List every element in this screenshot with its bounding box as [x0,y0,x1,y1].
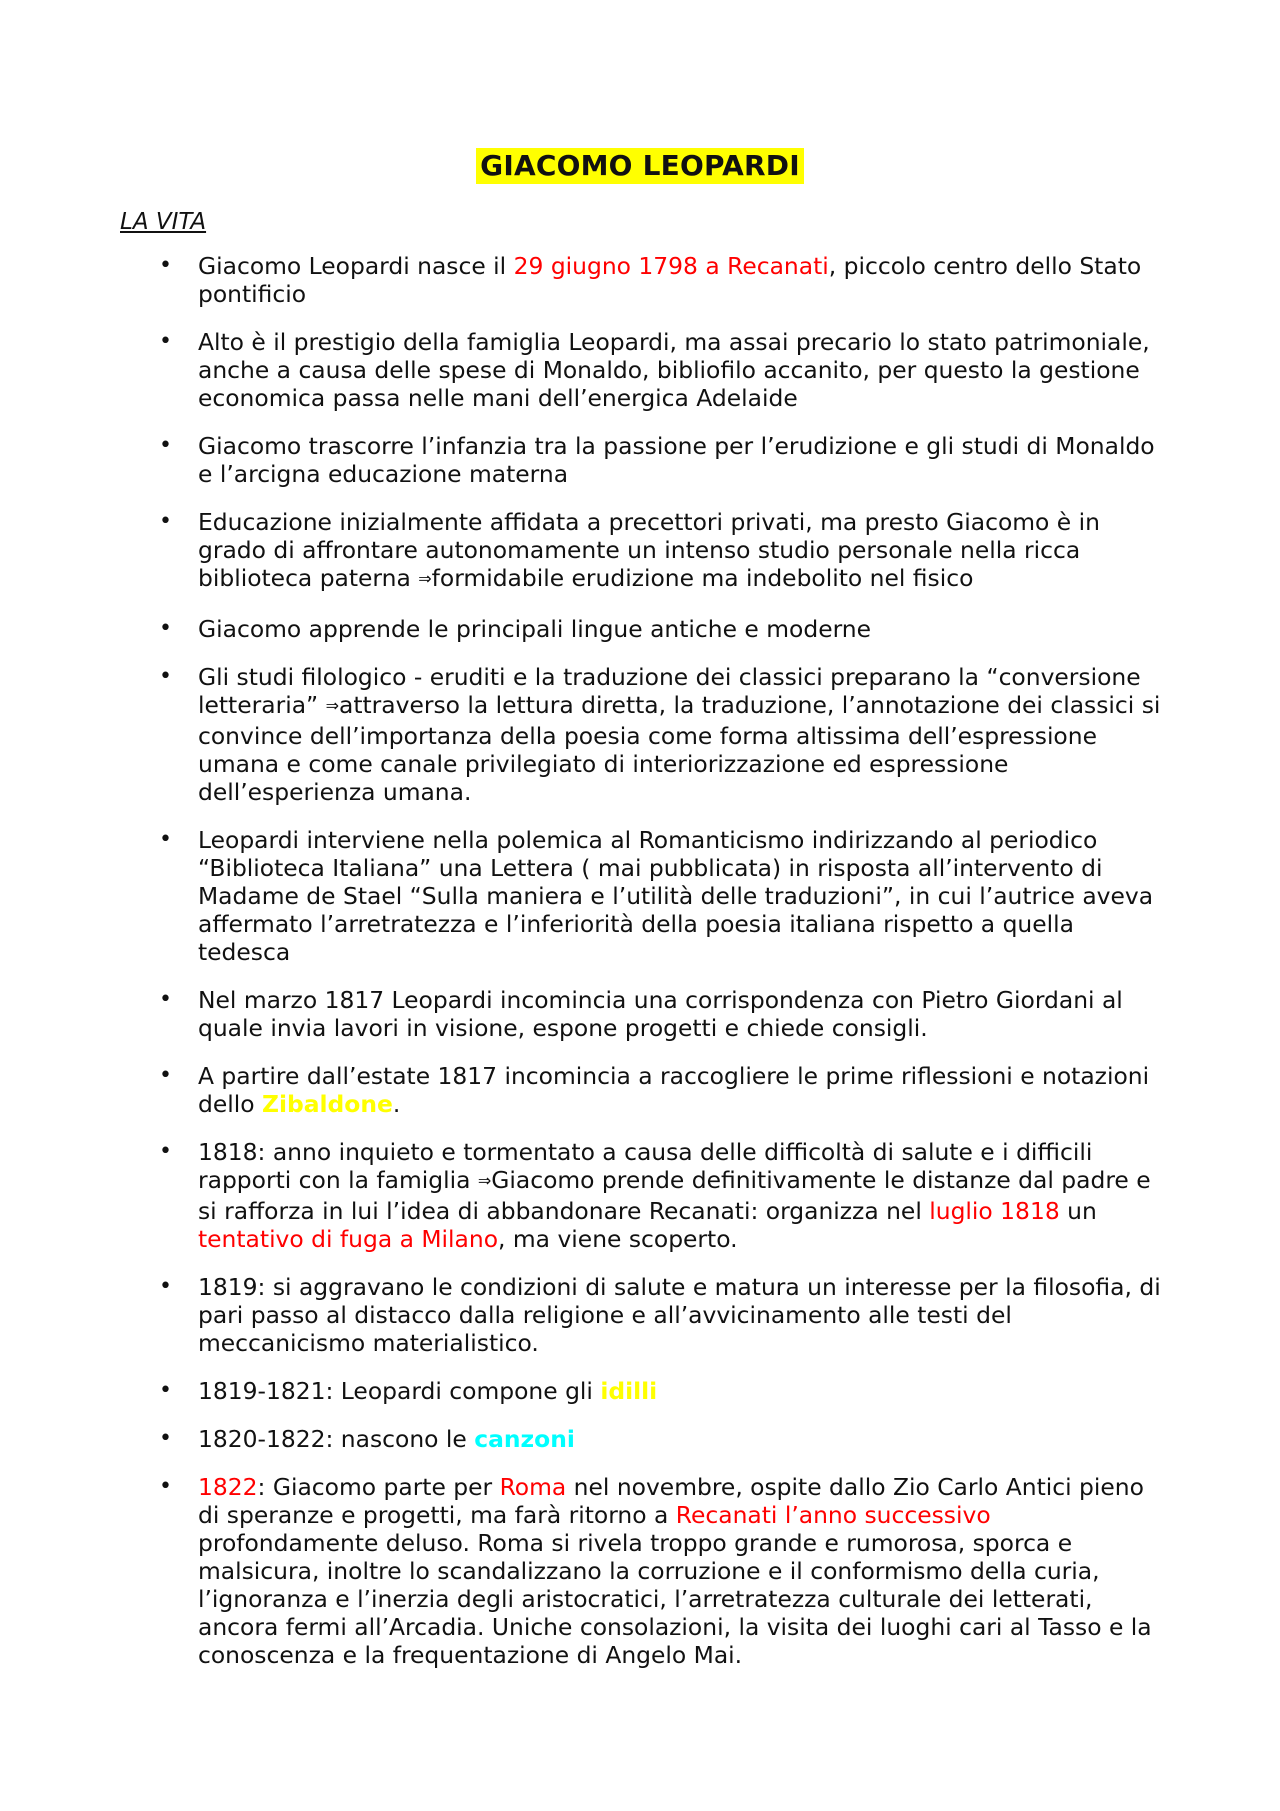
list-item: • 1818: anno inquieto e tormentato a causa delle difficoltà di salute e i difficili rapporti con la famiglia ⇒Giacomo prende definitivamente le distanze dal padre e si rafforza in lui l’idea di abbandonare Recanati: organizza nel luglio 1818 un tentativo di fuga a Milano, ma viene scoperto. [159,1138,1151,1253]
list-item: • 1819: si aggravano le condizioni di salute e matura un interesse per la filosofia, di pari passo al distacco dalla religione e all’avvicinamento alle testi del meccanicismo materialistico. [159,1273,1161,1357]
bullet-icon: • [159,987,172,1012]
list-item: • 1819-1821: Leopardi compone gli idilli [159,1377,658,1405]
list-item: • 1822: Giacomo parte per Roma nel novembre, ospite dallo Zio Carlo Antici pieno di speranze e progetti, ma farà ritorno a Recanati l’anno successivo profondamente deluso. Roma si rivela troppo grande e rumorosa, sporca e malsicura, inoltre lo scandalizzano la corruzione e il conformismo della curia, l’ignoranza e l’inerzia degli aristocratici, l’arretratezza culturale dei letterati, ancora fermi all’Arcadia. Uniche consolazioni, la visita dei luoghi cari al Tasso e la conoscenza e la frequentazione di Angelo Mai. [159,1473,1152,1669]
list-item: • Nel marzo 1817 Leopardi incomincia una corrispondenza con Pietro Giordani al quale invia lavori in visione, espone progetti e chiede consigli. [159,986,1123,1042]
list-item: • Giacomo Leopardi nasce il 29 giugno 1798 a Recanati, piccolo centro dello Stato pontificio [159,252,1142,308]
list-item: • Giacomo apprende le principali lingue antiche e moderne [159,615,872,643]
highlight-date: 1822 [198,1473,258,1501]
list-item: • A partire dall’estate 1817 incomincia a raccogliere le prime riflessioni e notazioni dello Zibaldone. [159,1062,1150,1118]
section-heading: LA VITA [120,209,207,235]
highlight-date: 29 giugno 1798 a Recanati [513,252,829,280]
highlight-idilli: idilli [600,1377,658,1405]
highlight-zibaldone: Zibaldone [261,1090,393,1118]
bullet-icon: • [159,664,172,689]
title-container [0,148,1280,184]
highlight-date: luglio 1818 [929,1197,1060,1225]
bullet-list [0,252,1280,1689]
bullet-icon: • [159,1063,172,1088]
bullet-icon: • [159,329,172,354]
highlight-event: tentativo di fuga a Milano [198,1225,499,1253]
bullet-icon: • [159,616,172,641]
list-item: • Educazione inizialmente affidata a precettori privati, ma presto Giacomo è in grado di affrontare autonomamente un intenso studio personale nella ricca biblioteca paterna ⇒formidabile erudizione ma indebolito nel fisico [159,508,1100,592]
list-item: • Giacomo trascorre l’infanzia tra la passione per l’erudizione e gli studi di Monaldo e l’arcigna educazione materna [159,432,1155,488]
bullet-icon: • [159,827,172,852]
bullet-icon: • [159,1474,172,1499]
bullet-icon: • [159,1378,172,1403]
arrow-icon: ⇒ [325,696,339,715]
list-item: • Leopardi interviene nella polemica al Romanticismo indirizzando al periodico “Biblioteca Italiana” una Lettera ( mai pubblicata) in risposta all’intervento di Madame de Stael “Sulla maniera e l’utilità delle traduzioni”, in cui l’autrice aveva affermato l’arretratezza e l’inferiorità della poesia italiana rispetto a quella tedesca [159,826,1154,966]
bullet-icon: • [159,1426,172,1451]
arrow-icon: ⇒ [477,1171,492,1190]
page-title: GIACOMO LEOPARDI [476,148,804,184]
bullet-icon: • [159,509,172,534]
bullet-icon: • [159,1274,172,1299]
arrow-icon: ⇒ [418,569,432,588]
list-item: • Gli studi filologico - eruditi e la traduzione dei classici preparano la “conversione letteraria” ⇒attraverso la lettura diretta, la traduzione, l’annotazione dei classici si convince dell’importanza della poesia come forma altissima dell’espressione umana e come canale privilegiato di interiorizzazione ed espressione dell’esperienza umana. [159,663,1161,806]
highlight-canzoni: canzoni [474,1425,575,1453]
list-item: • 1820-1822: nascono le canzoni [159,1425,575,1453]
highlight-place: Roma [499,1473,567,1501]
bullet-icon: • [159,253,172,278]
bullet-icon: • [159,433,172,458]
bullet-icon: • [159,1139,172,1164]
highlight-event: Recanati l’anno successivo [675,1501,991,1529]
list-item: • Alto è il prestigio della famiglia Leopardi, ma assai precario lo stato patrimoniale, anche a causa delle spese di Monaldo, bibliofilo accanito, per questo la gestione economica passa nelle mani dell’energica Adelaide [159,328,1150,412]
